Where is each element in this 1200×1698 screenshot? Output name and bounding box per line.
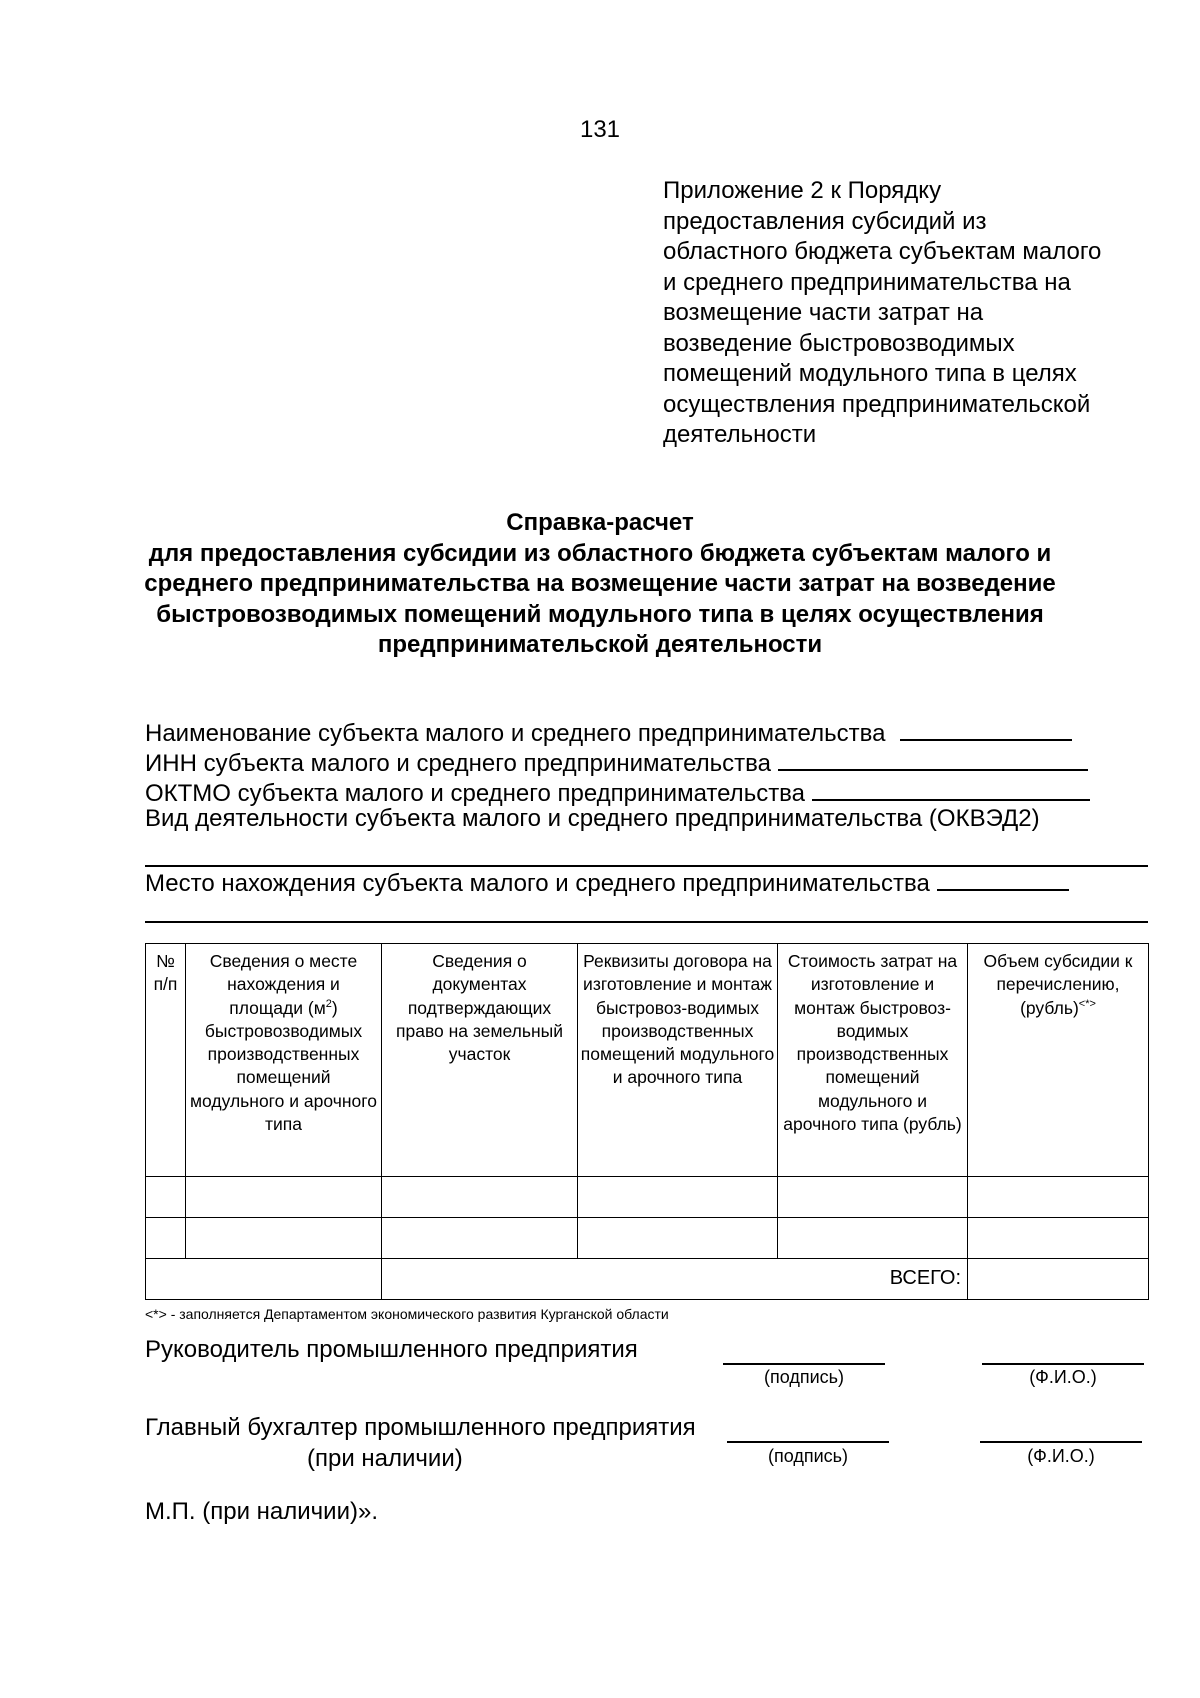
total-empty-cell (146, 1259, 382, 1300)
location-field-line[interactable] (937, 865, 1069, 891)
title-line: быстровозводимых помещений модульного типа в целях осуществления (156, 600, 1044, 628)
header-contract-details: Реквизиты договора на изготовление и монтаж быстровоз-водимых производственных помещений модульного и арочного типа (578, 944, 778, 1177)
table-row (146, 1218, 1149, 1259)
oktmo-field-line[interactable] (812, 775, 1090, 801)
oktmo-field-label: ОКТМО субъекта малого и среднего предпринимательства (145, 780, 806, 807)
table-cell[interactable] (146, 1177, 186, 1218)
table-cell[interactable] (186, 1218, 382, 1259)
header-location-area-text: Сведения о месте нахождения и площади (м (209, 951, 358, 1018)
location-extra-line[interactable] (145, 921, 1148, 923)
table-cell[interactable] (382, 1218, 578, 1259)
head-fio-caption: (Ф.И.О.) (1029, 1367, 1097, 1387)
appendix-line: и среднего предпринимательства на (663, 268, 1071, 296)
header-number: № п/п (146, 944, 186, 1177)
location-field (145, 865, 1069, 898)
appendix-line: помещений модульного типа в целях (663, 360, 1077, 387)
footnote-marker: <*> (1078, 997, 1096, 1010)
header-location-area (186, 944, 382, 1177)
stamp-note: М.П. (при наличии)». (145, 1498, 378, 1525)
appendix-line: осуществления предпринимательской (663, 390, 1091, 418)
title-line: среднего предпринимательства на возмещение части затрат на возведение (144, 570, 1056, 597)
table-cell[interactable] (578, 1177, 778, 1218)
accountant-label: Главный бухгалтер промышленного предприятия (145, 1414, 696, 1441)
accountant-signature-line[interactable] (727, 1441, 889, 1443)
location-field-label: Место нахождения субъекта малого и среднего предпринимательства (145, 870, 930, 897)
head-fio-line[interactable] (982, 1363, 1144, 1365)
table-cell[interactable] (146, 1218, 186, 1259)
appendix-reference (663, 176, 1183, 451)
name-field-label: Наименование субъекта малого и среднего предпринимательства (145, 720, 886, 747)
table-cell[interactable] (778, 1218, 968, 1259)
table-cell[interactable] (968, 1177, 1149, 1218)
activity-field-label: Вид деятельности субъекта малого и среднего предпринимательства (ОКВЭД2) (145, 805, 1040, 832)
accountant-fio-line[interactable] (980, 1441, 1142, 1443)
header-location-area-tail: ) быстровозводимых производственных помещений модульного и арочного типа (190, 997, 377, 1135)
appendix-line: Приложение 2 к Порядку (663, 177, 942, 204)
activity-field (145, 805, 1040, 833)
appendix-line: возведение быстровозводимых (663, 329, 1015, 357)
head-signature-line[interactable] (723, 1363, 885, 1365)
head-signature-caption: (подпись) (763, 1367, 845, 1387)
total-value-cell[interactable] (968, 1259, 1149, 1300)
table-row (146, 1177, 1149, 1218)
appendix-line: областного бюджета субъектам малого (663, 238, 1102, 265)
title-line: для предоставления субсидии из областного бюджета субъектам малого и (148, 539, 1052, 567)
superscript-2: 2 (325, 997, 332, 1010)
table-cell[interactable] (778, 1177, 968, 1218)
header-cost: Стоимость затрат на изготовление и монтаж быстровоз-водимых производственных помещений модульного и арочного типа (рубль) (778, 944, 968, 1177)
head-label: Руководитель промышленного предприятия (145, 1336, 638, 1363)
title-line: предпринимательской деятельности (377, 631, 823, 658)
table-cell[interactable] (382, 1177, 578, 1218)
accountant-signature-caption: (подпись) (767, 1446, 849, 1466)
accountant-fio-caption: (Ф.И.О.) (1027, 1446, 1095, 1466)
accountant-sub-label: (при наличии) (307, 1445, 463, 1472)
total-row (146, 1259, 1149, 1300)
header-land-documents: Сведения о документах подтверждающих право на земельный участок (382, 944, 578, 1177)
inn-field-label: ИНН субъекта малого и среднего предпринимательства (145, 750, 771, 777)
table-header-row (146, 944, 1149, 1177)
header-subsidy-amount-text: Объем субсидии к перечислению, (рубль) (983, 951, 1133, 1018)
calculation-table (145, 943, 1149, 1300)
appendix-line: предоставления субсидий из (663, 207, 987, 235)
appendix-line: возмещение части затрат на (663, 299, 984, 326)
document-title (0, 508, 1200, 661)
table-cell[interactable] (578, 1218, 778, 1259)
name-field (145, 715, 1072, 748)
oktmo-field (145, 775, 1090, 808)
table-cell[interactable] (186, 1177, 382, 1218)
footnote: <*> - заполняется Департаментом экономического развития Курганской области (145, 1306, 669, 1322)
page-number: 131 (579, 116, 621, 143)
name-field-line[interactable] (900, 715, 1072, 741)
total-label: ВСЕГО: (382, 1259, 968, 1300)
inn-field (145, 745, 1088, 778)
inn-field-line[interactable] (778, 745, 1088, 771)
appendix-line: деятельности (663, 421, 817, 448)
title-line: Справка-расчет (506, 509, 694, 536)
table-cell[interactable] (968, 1218, 1149, 1259)
header-subsidy-amount (968, 944, 1149, 1177)
